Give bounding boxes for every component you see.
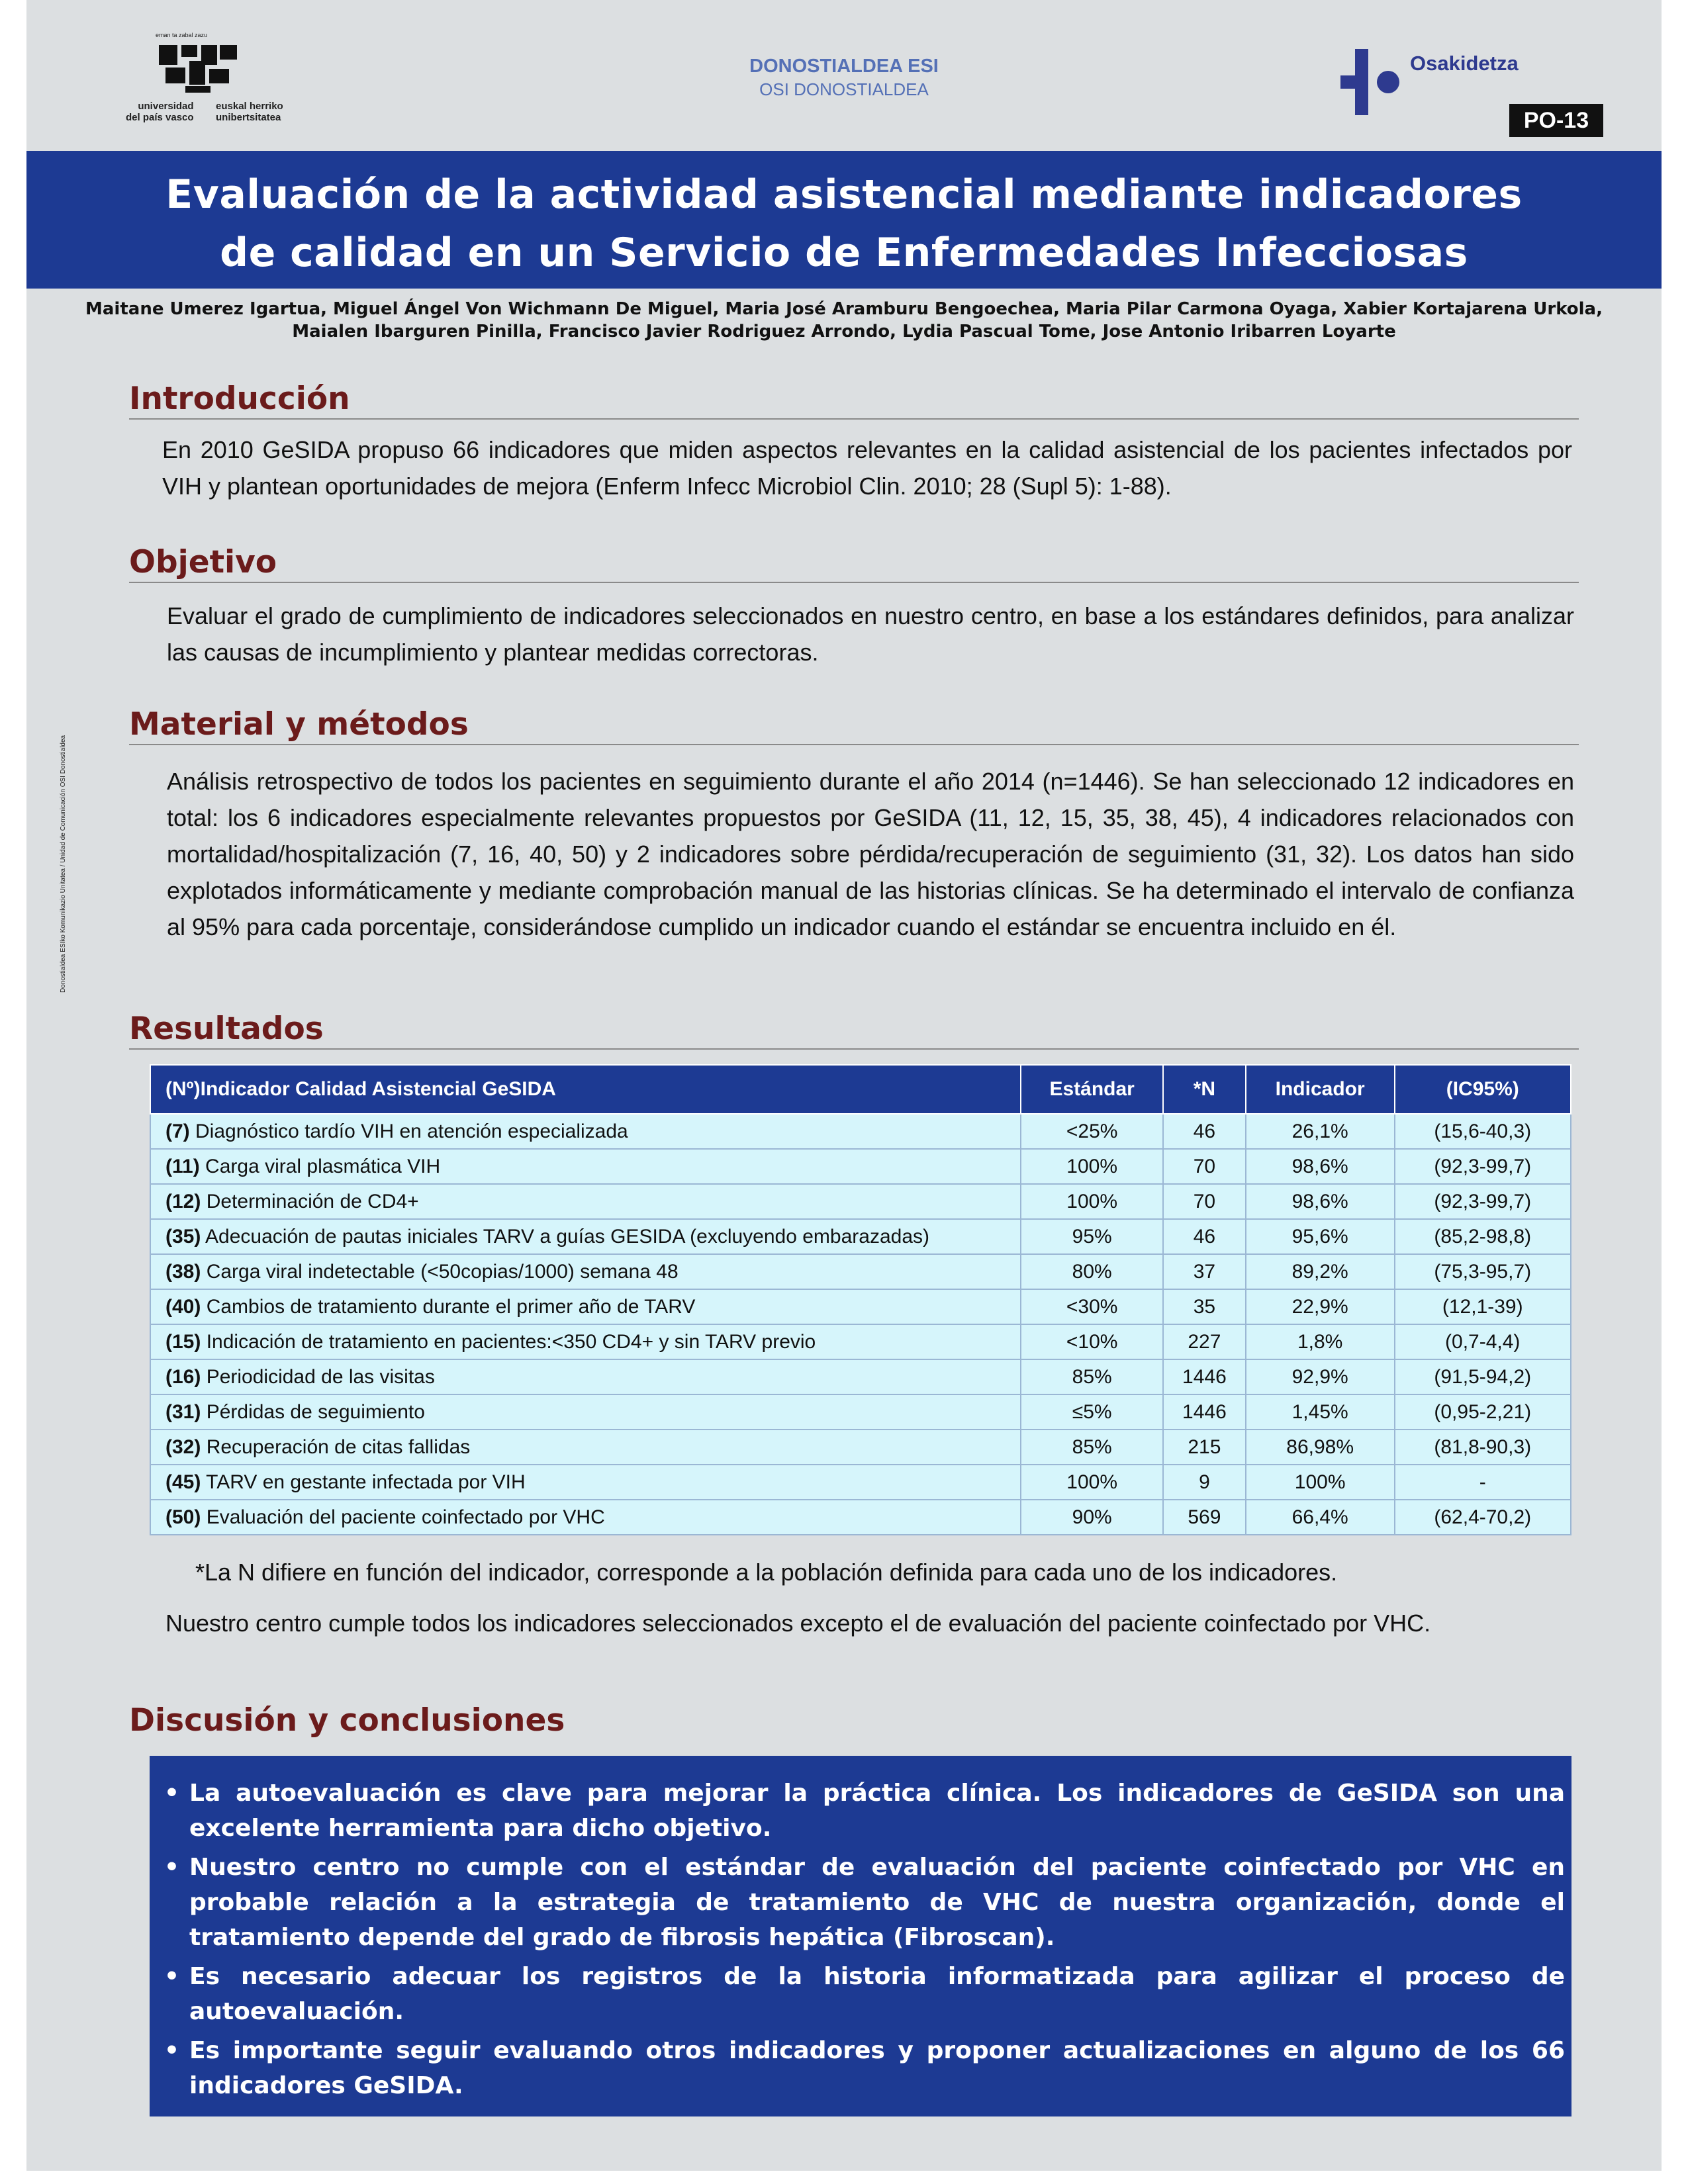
value-cell: 92,9% bbox=[1246, 1359, 1395, 1394]
indicator-name: Indicación de tratamiento en pacientes:<350 CD4+ y sin TARV previo bbox=[201, 1330, 816, 1353]
n-cell: 70 bbox=[1163, 1149, 1246, 1184]
indicator-name: Cambios de tratamiento durante el primer año de TARV bbox=[201, 1295, 696, 1318]
org-name: DONOSTIALDEA ESI bbox=[749, 56, 939, 77]
conclusion-item bbox=[164, 1850, 1565, 1955]
n-cell: 227 bbox=[1163, 1324, 1246, 1359]
indicator-number: (38) bbox=[165, 1260, 201, 1283]
indicator-cell bbox=[150, 1500, 1021, 1535]
indicator-name: Carga viral plasmática VIH bbox=[199, 1155, 441, 1177]
indicator-name: Adecuación de pautas iniciales TARV a guías GESIDA (excluyendo embarazadas) bbox=[201, 1225, 929, 1248]
ci-cell: - bbox=[1395, 1465, 1571, 1500]
standard-cell: <30% bbox=[1021, 1289, 1163, 1324]
upv-name-eu-2: unibertsitatea bbox=[216, 112, 281, 123]
n-cell: 1446 bbox=[1163, 1394, 1246, 1430]
indicator-name: Carga viral indetectable (<50copias/1000) semana 48 bbox=[201, 1260, 679, 1283]
results-summary: Nuestro centro cumple todos los indicadores seleccionados excepto el de evaluación del paciente coinfectado por VHC. bbox=[165, 1610, 1431, 1637]
upv-name-es-2: del país vasco bbox=[126, 112, 194, 123]
bullet-icon: • bbox=[164, 1780, 180, 1807]
bullet-icon: • bbox=[164, 1963, 180, 1990]
indicator-cell bbox=[150, 1184, 1021, 1219]
indicator-number: (11) bbox=[165, 1155, 200, 1177]
ci-cell: (91,5-94,2) bbox=[1395, 1359, 1571, 1394]
upv-name-es-1: universidad bbox=[138, 101, 194, 112]
n-cell: 70 bbox=[1163, 1184, 1246, 1219]
org-name-alt: OSI DONOSTIALDEA bbox=[759, 79, 929, 99]
standard-cell: 80% bbox=[1021, 1254, 1163, 1289]
indicator-cell bbox=[150, 1289, 1021, 1324]
title-band bbox=[26, 151, 1662, 289]
ci-cell: (85,2-98,8) bbox=[1395, 1219, 1571, 1254]
standard-cell: <10% bbox=[1021, 1324, 1163, 1359]
conclusion-text: Es necesario adecuar los registros de la historia informatizada para agilizar el proceso de autoevaluación. bbox=[189, 1963, 1565, 2025]
results-heading: Resultados bbox=[129, 1011, 1579, 1050]
poster bbox=[26, 0, 1662, 2171]
table-row bbox=[150, 1394, 1571, 1430]
indicator-cell bbox=[150, 1219, 1021, 1254]
ci-cell: (15,6-40,3) bbox=[1395, 1114, 1571, 1149]
objective-text: Evaluar el grado de cumplimiento de indicadores seleccionados en nuestro centro, en base a los estándares definidos, para analizar las causas de incumplimiento y plantear medidas correctoras. bbox=[167, 602, 1574, 666]
indicator-number: (45) bbox=[165, 1471, 201, 1493]
standard-cell: 100% bbox=[1021, 1184, 1163, 1219]
n-cell: 1446 bbox=[1163, 1359, 1246, 1394]
indicator-name: Evaluación del paciente coinfectado por VHC bbox=[201, 1506, 605, 1528]
conclusion-item bbox=[164, 1959, 1565, 2029]
n-cell: 569 bbox=[1163, 1500, 1246, 1535]
table-row bbox=[150, 1219, 1571, 1254]
indicator-cell bbox=[150, 1465, 1021, 1500]
standard-cell: 95% bbox=[1021, 1219, 1163, 1254]
n-cell: 46 bbox=[1163, 1219, 1246, 1254]
indicator-name: TARV en gestante infectada por VIH bbox=[201, 1471, 526, 1493]
value-cell: 98,6% bbox=[1246, 1149, 1395, 1184]
table-header-row bbox=[150, 1065, 1571, 1114]
authors bbox=[26, 298, 1662, 343]
value-cell: 98,6% bbox=[1246, 1184, 1395, 1219]
col-header-ci: (IC95%) bbox=[1395, 1065, 1571, 1114]
indicator-name: Determinación de CD4+ bbox=[201, 1190, 419, 1212]
value-cell: 86,98% bbox=[1246, 1430, 1395, 1465]
n-cell: 9 bbox=[1163, 1465, 1246, 1500]
value-cell: 100% bbox=[1246, 1465, 1395, 1500]
results-table bbox=[150, 1064, 1571, 1535]
standard-cell: <25% bbox=[1021, 1114, 1163, 1149]
poster-code-badge: PO-13 bbox=[1509, 104, 1603, 137]
table-row bbox=[150, 1465, 1571, 1500]
upv-name-eu-1: euskal herriko bbox=[216, 101, 283, 112]
col-header-value: Indicador bbox=[1246, 1065, 1395, 1114]
table-row bbox=[150, 1184, 1571, 1219]
conclusion-text: La autoevaluación es clave para mejorar la práctica clínica. Los indicadores de GeSIDA son una excelente herramienta para dicho objetivo. bbox=[189, 1780, 1565, 1842]
indicator-name: Diagnóstico tardío VIH en atención especializada bbox=[189, 1120, 628, 1142]
value-cell: 66,4% bbox=[1246, 1500, 1395, 1535]
indicator-cell bbox=[150, 1149, 1021, 1184]
indicator-number: (12) bbox=[165, 1190, 201, 1212]
sidebar-credit: Donostialdea ESIko Komunikazio Unitatea / Unidad de Comunicación OSI Donostialdea bbox=[60, 735, 67, 993]
indicator-cell bbox=[150, 1114, 1021, 1149]
table-row bbox=[150, 1500, 1571, 1535]
standard-cell: ≤5% bbox=[1021, 1394, 1163, 1430]
methods-text: Análisis retrospectivo de todos los pacientes en seguimiento durante el año 2014 (n=1446). Se han seleccionado 12 indicadores en total: los 6 indicadores especialmente relevantes propuestos por GeSIDA (11, 12, 15, 35, 38, 45), 4 indicadores relacionados con mortalidad/hospitalización (7, 16, 40, 50) y 2 indicadores sobre pérdida/recuperación de seguimiento (31, 32). Los datos han sido explotados informáticamente y mediante comprobación manual de las historias clínicas. Se ha determinado el intervalo de confianza al 95% para cada porcentaje, considerándose cumplido un indicador cuando el estándar se encuentra incluido en él. bbox=[167, 768, 1574, 940]
ci-cell: (92,3-99,7) bbox=[1395, 1184, 1571, 1219]
conclusion-item bbox=[164, 1776, 1565, 1846]
standard-cell: 90% bbox=[1021, 1500, 1163, 1535]
indicator-name: Periodicidad de las visitas bbox=[201, 1365, 435, 1388]
conclusions-box bbox=[150, 1756, 1571, 2116]
intro-heading: Introducción bbox=[129, 381, 1579, 420]
indicator-name: Recuperación de citas fallidas bbox=[201, 1435, 471, 1458]
n-cell: 35 bbox=[1163, 1289, 1246, 1324]
standard-cell: 100% bbox=[1021, 1465, 1163, 1500]
value-cell: 26,1% bbox=[1246, 1114, 1395, 1149]
ci-cell: (75,3-95,7) bbox=[1395, 1254, 1571, 1289]
indicator-number: (7) bbox=[165, 1120, 190, 1142]
table-row bbox=[150, 1114, 1571, 1149]
conclusion-text: Es importante seguir evaluando otros indicadores y proponer actualizaciones en alguno de los 66 indicadores GeSIDA. bbox=[189, 2037, 1565, 2099]
ci-cell: (12,1-39) bbox=[1395, 1289, 1571, 1324]
bullet-icon: • bbox=[164, 2037, 180, 2064]
ci-cell: (0,95-2,21) bbox=[1395, 1394, 1571, 1430]
indicator-number: (32) bbox=[165, 1435, 201, 1458]
table-row bbox=[150, 1289, 1571, 1324]
indicator-cell bbox=[150, 1254, 1021, 1289]
table-row bbox=[150, 1430, 1571, 1465]
n-cell: 46 bbox=[1163, 1114, 1246, 1149]
authors-line-2: Maialen Ibarguren Pinilla, Francisco Javier Rodriguez Arrondo, Lydia Pascual Tome, Jose Antonio Iribarren Loyarte bbox=[292, 322, 1396, 341]
indicator-number: (35) bbox=[165, 1225, 201, 1248]
col-header-n: *N bbox=[1163, 1065, 1246, 1114]
indicator-cell bbox=[150, 1359, 1021, 1394]
ci-cell: (0,7-4,4) bbox=[1395, 1324, 1571, 1359]
methods-heading: Material y métodos bbox=[129, 706, 1579, 745]
ci-cell: (81,8-90,3) bbox=[1395, 1430, 1571, 1465]
value-cell: 1,8% bbox=[1246, 1324, 1395, 1359]
n-cell: 37 bbox=[1163, 1254, 1246, 1289]
standard-cell: 100% bbox=[1021, 1149, 1163, 1184]
value-cell: 1,45% bbox=[1246, 1394, 1395, 1430]
indicator-name: Pérdidas de seguimiento bbox=[201, 1400, 425, 1423]
table-row bbox=[150, 1359, 1571, 1394]
indicator-number: (15) bbox=[165, 1330, 201, 1353]
n-cell: 215 bbox=[1163, 1430, 1246, 1465]
col-header-standard: Estándar bbox=[1021, 1065, 1163, 1114]
value-cell: 89,2% bbox=[1246, 1254, 1395, 1289]
indicator-cell bbox=[150, 1324, 1021, 1359]
indicator-number: (40) bbox=[165, 1295, 201, 1318]
bullet-icon: • bbox=[164, 1854, 180, 1881]
table-row bbox=[150, 1324, 1571, 1359]
table-row bbox=[150, 1254, 1571, 1289]
title-line-2: de calidad en un Servicio de Enfermedades Infecciosas bbox=[220, 230, 1468, 276]
conclusions-heading: Discusión y conclusiones bbox=[129, 1702, 565, 1739]
authors-line-1: Maitane Umerez Igartua, Miguel Ángel Von Wichmann De Miguel, Maria José Aramburu Bengoechea, Maria Pilar Carmona Oyaga, Xabier Kortajarena Urkola, bbox=[85, 299, 1603, 319]
indicator-number: (50) bbox=[165, 1506, 201, 1528]
indicator-number: (16) bbox=[165, 1365, 201, 1388]
intro-text: En 2010 GeSIDA propuso 66 indicadores que miden aspectos relevantes en la calidad asistencial de los pacientes infectados por VIH y plantean oportunidades de mejora (Enferm Infecc Microbiol Clin. 2010; 28 (Supl 5): 1-88). bbox=[162, 436, 1572, 500]
indicator-cell bbox=[150, 1394, 1021, 1430]
standard-cell: 85% bbox=[1021, 1359, 1163, 1394]
standard-cell: 85% bbox=[1021, 1430, 1163, 1465]
table-footnote: *La N difiere en función del indicador, corresponde a la población definida para cada uno de los indicadores. bbox=[195, 1559, 1338, 1586]
table-row bbox=[150, 1149, 1571, 1184]
upv-tagline: eman ta zabal zazu bbox=[156, 32, 208, 38]
osakidetza-name: Osakidetza bbox=[1410, 52, 1519, 75]
results-table-body bbox=[150, 1114, 1571, 1535]
indicator-number: (31) bbox=[165, 1400, 201, 1423]
conclusion-item bbox=[164, 2033, 1565, 2103]
value-cell: 22,9% bbox=[1246, 1289, 1395, 1324]
objective-heading: Objetivo bbox=[129, 544, 1579, 583]
osakidetza-logo-icon bbox=[1340, 49, 1407, 115]
indicator-cell bbox=[150, 1430, 1021, 1465]
col-header-indicator: (Nº)Indicador Calidad Asistencial GeSIDA bbox=[150, 1065, 1021, 1114]
conclusion-text: Nuestro centro no cumple con el estándar de evaluación del paciente coinfectado por VHC en probable relación a la estrategia de tratamiento de VHC de nuestra organización, donde el tratamiento depende del grado de fibrosis hepática (Fibroscan). bbox=[189, 1854, 1565, 1951]
ci-cell: (62,4-70,2) bbox=[1395, 1500, 1571, 1535]
conclusions-list bbox=[164, 1776, 1565, 2103]
title-line-1: Evaluación de la actividad asistencial mediante indicadores bbox=[165, 171, 1523, 218]
ci-cell: (92,3-99,7) bbox=[1395, 1149, 1571, 1184]
value-cell: 95,6% bbox=[1246, 1219, 1395, 1254]
